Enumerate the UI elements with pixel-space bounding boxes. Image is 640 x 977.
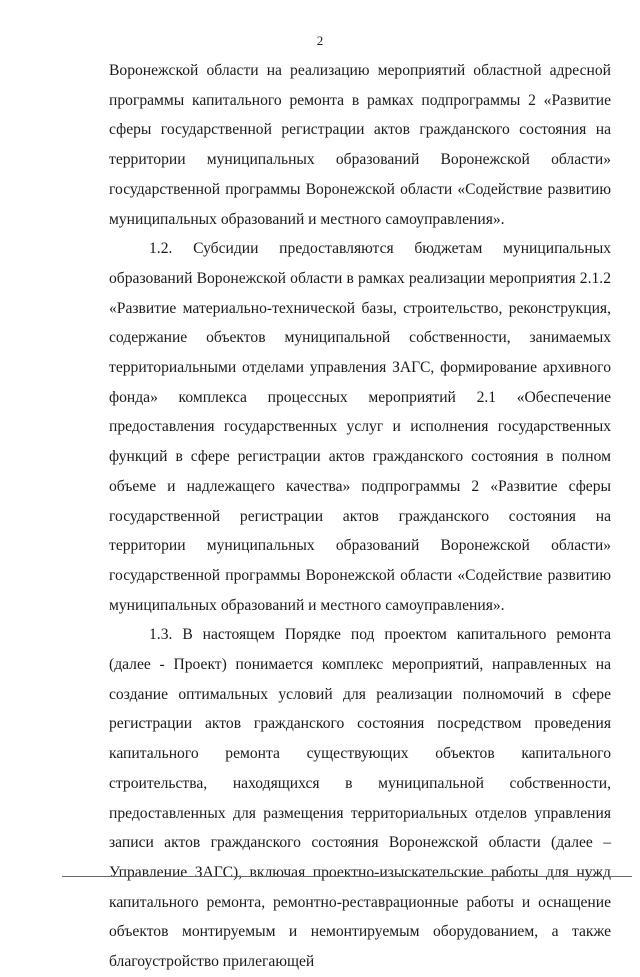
- paragraph-section-1-2: 1.2. Субсидии предоставляются бюджетам муниципальных образований Воронежской области в рамках реализации мероприятия 2.1.2 «Развитие материально-технической базы, строительство, реконструкция, содержание объектов муниципальной собственности, занимаемых территориальными отделами управления ЗАГС, формирование архивного фонда» комплекса процессных мероприятий 2.1 «Обеспечение предоставления государственных услуг и исполнения государственных функций в сфере регистрации актов гражданского состояния в полном объеме и надлежащего качества» подпрограммы 2 «Развитие сферы государственной регистрации актов гражданского состояния на территории муниципальных образований Воронежской области» государственной программы Воронежской области «Содействие развитию муниципальных образований и местного самоуправления».: [109, 240, 611, 614]
- bottom-divider: [62, 876, 632, 877]
- paragraph-intro: Воронежской области на реализацию мероприятий областной адресной программы капитального ремонта в рамках подпрограммы 2 «Развитие сферы государственной регистрации актов гражданского состояния на территории муниципальных образований Воронежской области» государственной программы Воронежской области «Содействие развитию муниципальных образований и местного самоуправления».: [109, 62, 611, 228]
- paragraph-section-1-3: 1.3. В настоящем Порядке под проектом капитального ремонта (далее - Проект) понимается комплекс мероприятий, направленных на создание оптимальных условий для реализации полномочий в сфере регистрации актов гражданского состояния посредством проведения капитального ремонта существующих объектов капитального строительства, находящихся в муниципальной собственности, предоставленных для размещения территориальных отделов управления записи актов гражданского состояния Воронежской области (далее – Управление ЗАГС), включая проектно-изыскательские работы для нужд капитального ремонта, ремонтно-реставрационные работы и оснащение объектов монтируемым и немонтируемым оборудованием, а также благоустройство прилегающей: [109, 626, 611, 971]
- page-number: 2: [316, 33, 324, 48]
- document-body: [109, 56, 611, 977]
